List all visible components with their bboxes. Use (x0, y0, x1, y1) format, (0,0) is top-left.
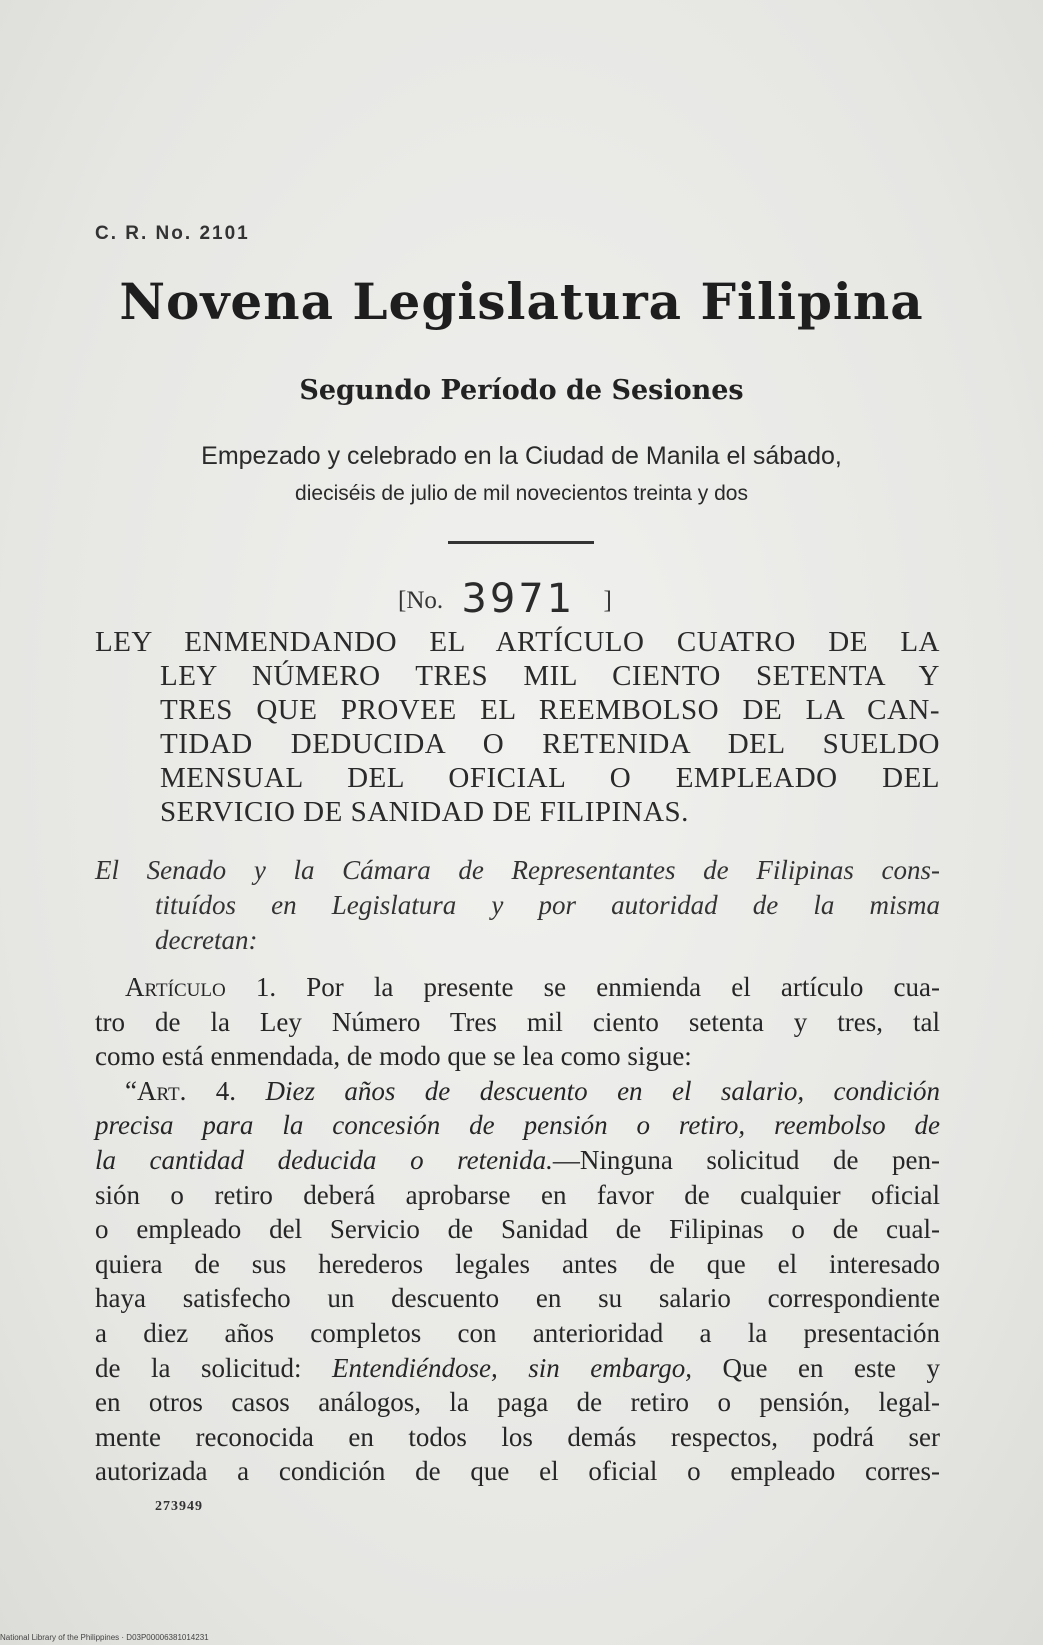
page-code: 273949 (155, 1499, 203, 1514)
enacting-line: tituídos en Legislatura y por autoridad de la misma (155, 890, 940, 920)
body-italic-text: Diez años de descuento en el salario, condición (265, 1075, 941, 1106)
body-line: tro de la Ley Número Tres mil ciento setenta y tres, tal (95, 1006, 940, 1037)
body-line: haya satisfecho un descuento en su salario correspondiente (95, 1283, 940, 1314)
law-title-line: LEY NÚMERO TRES MIL CIENTO SETENTA Y (160, 660, 940, 692)
body-line: en otros casos análogos, la paga de retiro o pensión, legal- (95, 1387, 940, 1418)
body-line (95, 970, 940, 1005)
article-label: Artículo 1. (125, 972, 277, 1002)
enacting-clause (95, 853, 940, 958)
body-italic-text: la cantidad deducida o retenida. (95, 1144, 553, 1175)
body-line: mente reconocida en todos los demás respectos, podrá ser (95, 1421, 940, 1452)
body-line: autorizada a condición de que el oficial o empleado corres- (95, 1456, 940, 1487)
act-number-prefix: [No. (398, 587, 444, 614)
law-title (95, 625, 940, 829)
body-text: —Ninguna solicitud de pen- (552, 1144, 940, 1175)
act-number-handwritten: 3971 (461, 576, 576, 622)
act-number-suffix: ] (603, 587, 612, 614)
library-credit: National Library of the Philippines · D03P00006381014231 (0, 1633, 209, 1642)
body-text: de la solicitud: (95, 1352, 302, 1383)
law-title-line: LEY ENMENDANDO EL ARTÍCULO CUATRO DE LA (95, 626, 940, 658)
body-line: a diez años completos con anterioridad a la presentación (95, 1317, 940, 1348)
body-line: quiera de sus herederos legales antes de que el interesado (95, 1248, 940, 1279)
legislature-title: Novena Legislatura Filipina (119, 272, 924, 331)
intro-line-2: dieciséis de julio de mil novecientos treinta y dos (295, 482, 748, 505)
enacting-line: decretan: (155, 925, 258, 955)
body-line (95, 1143, 940, 1178)
body-line: o empleado del Servicio de Sanidad de Filipinas o de cual- (95, 1214, 940, 1245)
session-intro (0, 438, 1043, 512)
body-text: Por la presente se enmienda el artículo cua- (306, 972, 940, 1002)
act-number (398, 572, 612, 622)
article-body (95, 970, 940, 1489)
body-line (95, 1351, 940, 1386)
intro-line-1: Empezado y celebrado en la Ciudad de Manila el sábado, (201, 442, 842, 470)
law-title-line: TRES QUE PROVEE EL REEMBOLSO DE LA CAN- (160, 694, 940, 726)
article-4-label: “Art. 4. (125, 1075, 237, 1106)
body-line (95, 1074, 940, 1109)
law-title-line: TIDAD DEDUCIDA O RETENIDA DEL SUELDO (160, 728, 940, 760)
body-line: sión o retiro deberá aprobarse en favor de cualquier oficial (95, 1179, 940, 1210)
divider-rule (448, 541, 594, 544)
session-subtitle: Segundo Período de Sesiones (299, 375, 744, 406)
body-italic-text: Entendiéndose, sin embargo, (332, 1352, 692, 1383)
law-title-line: MENSUAL DEL OFICIAL O EMPLEADO DEL (160, 762, 940, 794)
body-line: como está enmendada, de modo que se lea como sigue: (95, 1041, 692, 1072)
law-title-line: SERVICIO DE SANIDAD DE FILIPINAS. (160, 796, 689, 828)
body-line: precisa para la concesión de pensión o retiro, reembolso de (95, 1110, 940, 1141)
body-text: Que en este y (722, 1352, 941, 1383)
cr-number: C. R. No. 2101 (95, 223, 250, 244)
enacting-line: El Senado y la Cámara de Representantes de Filipinas cons- (95, 855, 940, 885)
